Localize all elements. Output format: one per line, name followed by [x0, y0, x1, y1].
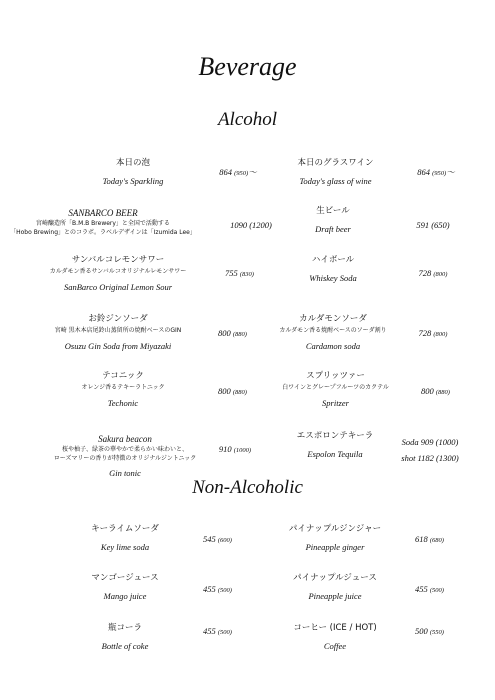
item-price: 864 (950)〜 [417, 167, 455, 177]
item-name-en: Osuzu Gin Soda from Miyazaki [64, 341, 172, 351]
item-price: 755 (830) [225, 268, 254, 278]
menu-item-sanbarco-beer [3, 207, 203, 237]
menu-item-spritzer [268, 370, 403, 409]
item-name-en: Pineapple ginger [305, 542, 365, 552]
menu-item-highball [268, 254, 398, 284]
item-name-en: Mango juice [103, 591, 147, 601]
item-description: 宮崎醸造所「B.M.B Brewery」と全国で活動する [36, 220, 170, 227]
item-description: オレンジ香るテキーラトニック [81, 384, 165, 391]
item-name-jp: コーヒー (ICE / HOT) [293, 623, 377, 633]
item-name-jp: カルダモンソーダ [299, 314, 367, 324]
menu-item-sakura-beacon [40, 433, 210, 479]
item-name-en: Today's glass of wine [299, 176, 372, 186]
item-price: 545 (600) [203, 534, 232, 544]
item-price: 455 (500) [415, 584, 444, 594]
item-name-en: Pineapple juice [308, 591, 362, 601]
item-name-en: Key lime soda [100, 542, 150, 552]
item-name-en: Draft beer [315, 224, 351, 234]
item-price: 800 (880) [421, 386, 450, 396]
menu-item-today-wine [268, 157, 403, 187]
item-price: 728 (800) [418, 268, 448, 278]
menu-item-cardamon-soda [258, 313, 408, 352]
item-name-en: Bottle of coke [101, 641, 149, 651]
item-name-en: SANBARCO BEER [68, 208, 138, 218]
price-soda: Soda 909 (1000) [401, 437, 459, 447]
item-name-en: Spritzer [322, 398, 349, 408]
item-name-en: SanBarco Original Lemon Sour [63, 282, 173, 292]
item-name-jp: 瓶コーラ [107, 623, 142, 633]
item-name-jp: エスポロンテキーラ [296, 431, 374, 441]
item-description: 宮崎 黒木本店尾鈴山蒸留所の焼酎ベースのGIN [54, 327, 182, 334]
item-name-jp: 本日の泡 [115, 158, 150, 168]
item-price: 728 (800) [418, 328, 448, 338]
item-name-jp: パイナップルジンジャー [288, 524, 382, 534]
item-name-jp: マンゴージュース [91, 573, 159, 583]
item-price: 1090 (1200) [230, 220, 272, 230]
item-name-jp: ハイボール [311, 255, 355, 265]
menu-item-coke [60, 622, 190, 652]
item-price [395, 434, 465, 466]
menu-item-mango [60, 572, 190, 602]
item-price: 455 (500) [203, 584, 232, 594]
menu-item-draft-beer [268, 205, 398, 235]
item-price: 591 (650) [416, 220, 450, 230]
item-name-en: Cardamon soda [305, 341, 361, 351]
item-name-en: Techonic [107, 398, 139, 408]
item-name-jp: パイナップルジュース [293, 573, 377, 583]
menu-item-techonic [58, 370, 188, 409]
menu-item-espolon [265, 430, 405, 460]
page-title: Beverage [198, 52, 297, 81]
section-title-non-alcoholic: Non-Alcoholic [192, 477, 303, 498]
item-description: 「Hobo Brewing」とのコラボ。ラベルデザインは「Izumida Lee」 [10, 229, 196, 236]
item-price: 800 (880) [218, 386, 247, 396]
item-name-jp: テコニック [102, 371, 144, 381]
item-description: 桜や柚子、緑茶の華やかで柔らかい味わいと、 [61, 446, 188, 453]
item-price: 455 (500) [203, 626, 232, 636]
item-name-jp: キーライムソーダ [91, 524, 159, 534]
price-shot: shot 1182 (1300) [401, 453, 459, 463]
item-name-en: Coffee [323, 641, 347, 651]
item-description: カルダモン香るサンバルコオリジナルレモンサワー [49, 268, 187, 275]
section-title-alcohol: Alcohol [217, 109, 278, 130]
item-name-en: Whiskey Soda [309, 273, 357, 283]
menu-item-osuzu-gin [28, 313, 208, 352]
item-description: ローズマリーの香りが特徴のオリジナルジントニック [53, 455, 197, 462]
item-name-en: Today's Sparkling [102, 176, 164, 186]
item-name-jp: サンバルコレモンサワー [71, 255, 165, 265]
item-name-jp: お鈴ジンソーダ [88, 314, 148, 324]
menu-item-lemon-sour [28, 254, 208, 293]
menu-item-coffee [260, 622, 410, 652]
item-subtitle-en: Gin tonic [109, 468, 141, 478]
menu-item-today-sparkling [68, 157, 198, 187]
item-price: 910 (1000) [218, 444, 252, 454]
item-name-jp: スプリッツァー [306, 371, 365, 381]
item-price: 618 (680) [415, 534, 444, 544]
menu-item-key-lime [60, 523, 190, 553]
item-description: カルダモン香る焼酎ベースのソーダ割り [279, 327, 387, 334]
menu-item-pineapple-ginger [260, 523, 410, 553]
item-name-jp: 本日のグラスワイン [297, 158, 374, 168]
item-price: 500 (550) [415, 626, 444, 636]
item-price: 800 (880) [218, 328, 247, 338]
item-name-jp: 生ビール [316, 206, 350, 216]
item-name-en: Sakura beacon [98, 434, 152, 444]
item-description: 白ワインとグレープフルーツのカクテル [282, 384, 389, 391]
item-name-en: Espolon Tequila [307, 449, 363, 459]
item-price: 864 (950)〜 [219, 167, 257, 177]
menu-item-pineapple-juice [260, 572, 410, 602]
